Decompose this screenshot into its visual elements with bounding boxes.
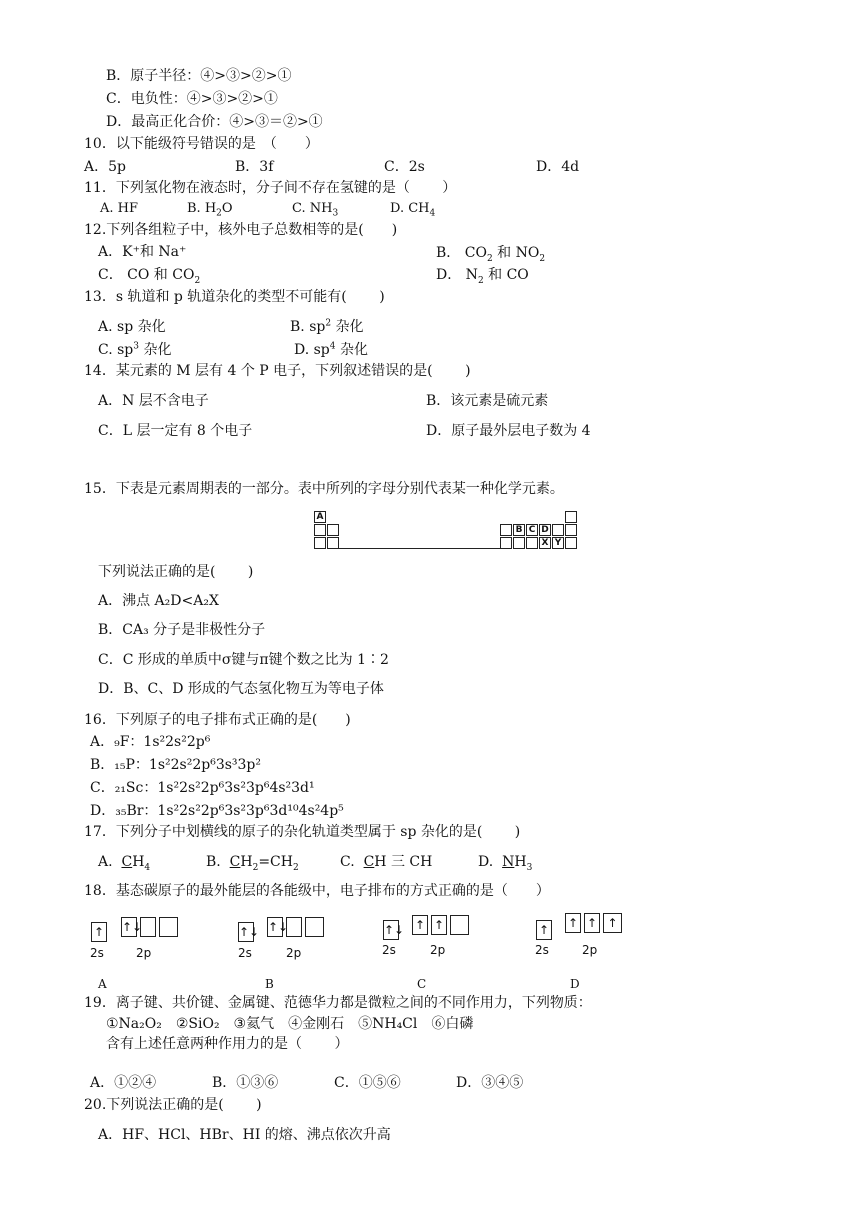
q9-option-c: C．电负性：④>③>②>① bbox=[106, 91, 278, 107]
q10-option-d: D．4d bbox=[536, 159, 580, 175]
q11-option-a: A. HF bbox=[100, 201, 139, 216]
q17-stem: 17．下列分子中划横线的原子的杂化轨道类型属于 sp 杂化的是( ) bbox=[84, 824, 521, 840]
q11-stem: 11．下列氢化物在液态时，分子间不存在氢键的是（ ） bbox=[84, 180, 457, 196]
q16-option-a: A．₉F：1s²2s²2p⁶ bbox=[90, 734, 211, 750]
pt-cell-y: Y bbox=[552, 537, 564, 549]
orbital-2s-box: ↑↓ bbox=[383, 920, 399, 940]
q20-option-a: A．HF、HCl、HBr、HI 的熔、沸点依次升高 bbox=[98, 1127, 391, 1143]
q12-stem: 12.下列各组粒子中，核外电子总数相等的是( ) bbox=[84, 222, 398, 238]
q16-option-b: B．₁₅P：1s²2s²2p⁶3s³3p² bbox=[90, 757, 262, 773]
orbital-2s-box: ↑ bbox=[536, 920, 552, 940]
orbital-2p-label: 2p bbox=[582, 943, 598, 957]
pt-cell bbox=[565, 511, 577, 523]
q19-option-a: A．①②④ bbox=[90, 1075, 157, 1091]
q13-option-b: B. $sp^2$ 杂化 bbox=[290, 318, 364, 335]
q19-items: ①Na₂O₂ ②SiO₂ ③氦气 ④金刚石 ⑤NH₄Cl ⑥白磷 bbox=[106, 1016, 474, 1032]
q19-stem: 19．离子键、共价键、金属键、范德华力都是微粒之间的不同作用力，下列物质： bbox=[84, 995, 592, 1011]
orbital-2p-box: ↑↓ bbox=[121, 917, 137, 937]
orbital-2p-box bbox=[140, 917, 156, 937]
q19-option-d: D．③④⑤ bbox=[456, 1075, 524, 1091]
q14-option-b: B．该元素是硫元素 bbox=[426, 393, 549, 409]
pt-cell bbox=[327, 524, 339, 536]
orbital-2p-box: ↑ bbox=[603, 913, 622, 933]
q17-option-c: C. CH 三 CH bbox=[340, 854, 433, 870]
orbital-2p-label: 2p bbox=[286, 946, 302, 960]
q10-stem: 10．以下能级符号错误的是 （ ） bbox=[84, 136, 319, 152]
q16-option-c: C．₂₁Sc：1s²2s²2p⁶3s²3p⁶4s²3d¹ bbox=[90, 780, 315, 796]
orbital-2p-box bbox=[159, 917, 178, 937]
pt-cell-d: D bbox=[539, 524, 551, 536]
q18-option-b: B bbox=[265, 977, 274, 991]
q15-option-a: A．沸点 A₂D<A₂X bbox=[98, 593, 219, 609]
q13-option-d: D. $sp^4$ 杂化 bbox=[294, 341, 368, 358]
pt-cell bbox=[565, 524, 577, 536]
q9-option-d: D．最高正化合价：④>③＝②>① bbox=[106, 114, 323, 130]
orbital-2s-box: ↑ bbox=[91, 922, 107, 942]
q12-option-b: B． $CO_2$ 和 $NO_2$ bbox=[436, 245, 546, 264]
pt-cell-c: C bbox=[526, 524, 538, 536]
q17-option-b: B. $CH_2=CH_2$ bbox=[206, 854, 299, 873]
q10-option-b: B．3f bbox=[235, 159, 274, 175]
orbital-2p-box: ↑↓ bbox=[267, 917, 283, 937]
pt-cell bbox=[314, 524, 326, 536]
orbital-2p-label: 2p bbox=[430, 943, 446, 957]
q13-option-c: C. $sp^3$ 杂化 bbox=[98, 341, 172, 358]
q11-option-b: B. $H_2O$ bbox=[187, 201, 233, 219]
q14-stem: 14．某元素的 M 层有 4 个 P 电子，下列叙述错误的是( ) bbox=[84, 363, 471, 379]
orbital-2p-box: ↑ bbox=[431, 915, 447, 935]
q9-option-b: B．原子半径：④>③>②>① bbox=[106, 68, 292, 84]
pt-cell bbox=[500, 537, 512, 549]
pt-cell bbox=[526, 537, 538, 549]
orbital-2s-label: 2s bbox=[238, 946, 252, 960]
pt-cell bbox=[500, 524, 512, 536]
q11-option-c: C. $NH_3$ bbox=[292, 201, 339, 219]
q16-stem: 16．下列原子的电子排布式正确的是( ) bbox=[84, 712, 351, 728]
q11-option-d: D. $CH_4$ bbox=[390, 201, 436, 219]
orbital-2p-box: ↑ bbox=[412, 915, 428, 935]
q17-option-a: A. $CH_4$ bbox=[98, 854, 151, 873]
orbital-2p-label: 2p bbox=[136, 946, 152, 960]
q19-option-c: C．①⑤⑥ bbox=[334, 1075, 401, 1091]
q10-option-a: A．5p bbox=[84, 159, 126, 175]
pt-cell bbox=[327, 537, 339, 549]
pt-cell-a: A bbox=[314, 511, 326, 523]
q17-option-d: D. $NH_3$ bbox=[478, 854, 533, 873]
q15-option-d: D．B、C、D 形成的气态氢化物互为等电子体 bbox=[98, 681, 384, 697]
q13-stem: 13．s 轨道和 p 轨道杂化的类型不可能有( ) bbox=[84, 289, 385, 305]
pt-cell bbox=[314, 537, 326, 549]
pt-cell-b: B bbox=[513, 524, 525, 536]
pt-cell bbox=[513, 537, 525, 549]
q18-option-c: C bbox=[417, 977, 427, 991]
q16-option-d: D．₃₅Br：1s²2s²2p⁶3s²3p⁶3d¹⁰4s²4p⁵ bbox=[90, 803, 344, 819]
q12-option-a: A．K⁺和 Na⁺ bbox=[98, 244, 187, 260]
q15-option-c: C．C 形成的单质中σ键与π键个数之比为 1∶2 bbox=[98, 652, 389, 668]
pt-cell bbox=[552, 524, 564, 536]
q15-lead: 下列说法正确的是( ) bbox=[98, 564, 254, 580]
pt-divider bbox=[339, 548, 500, 549]
q10-option-c: C．2s bbox=[384, 159, 425, 175]
q18-stem: 18．基态碳原子的最外能层的各能级中，电子排布的方式正确的是（ ） bbox=[84, 883, 550, 899]
orbital-2p-box bbox=[305, 917, 324, 937]
pt-cell bbox=[565, 537, 577, 549]
orbital-2p-box: ↑ bbox=[565, 913, 581, 933]
orbital-2s-label: 2s bbox=[535, 943, 549, 957]
q14-option-c: C．L 层一定有 8 个电子 bbox=[98, 423, 253, 439]
q18-option-a: A bbox=[98, 977, 107, 991]
q19-option-b: B．①③⑥ bbox=[212, 1075, 279, 1091]
q13-option-a: A. sp 杂化 bbox=[98, 319, 166, 335]
q19-lead: 含有上述任意两种作用力的是（ ） bbox=[106, 1036, 349, 1052]
q15-stem: 15．下表是元素周期表的一部分。表中所列的字母分别代表某一种化学元素。 bbox=[84, 481, 564, 497]
pt-cell-x: X bbox=[539, 537, 551, 549]
q15-option-b: B．CA₃ 分子是非极性分子 bbox=[98, 622, 266, 638]
q14-option-d: D．原子最外层电子数为 4 bbox=[426, 423, 591, 439]
orbital-2p-box bbox=[450, 915, 469, 935]
orbital-2s-label: 2s bbox=[382, 943, 396, 957]
orbital-2p-box bbox=[286, 917, 302, 937]
orbital-2p-box: ↑ bbox=[584, 913, 600, 933]
orbital-2s-box: ↑↓ bbox=[238, 922, 254, 942]
q12-option-c: C． CO 和 $CO_2$ bbox=[98, 267, 201, 286]
orbital-2s-label: 2s bbox=[90, 946, 104, 960]
q20-stem: 20.下列说法正确的是( ) bbox=[84, 1097, 262, 1113]
q12-option-d: D． $N_2$ 和 CO bbox=[436, 267, 529, 286]
q14-option-a: A．N 层不含电子 bbox=[98, 393, 209, 409]
q18-option-d: D bbox=[570, 977, 580, 991]
